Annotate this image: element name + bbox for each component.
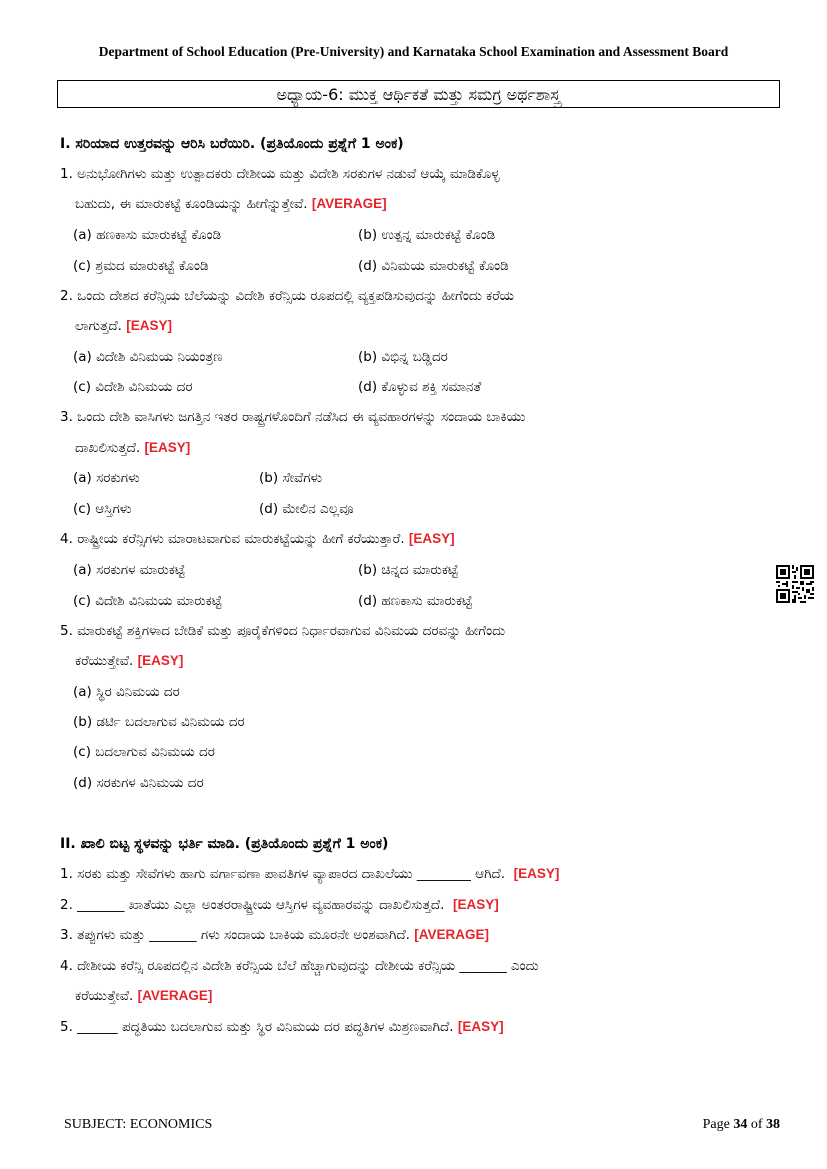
difficulty-tag: [EASY] — [452, 897, 499, 912]
option: (b) ಡರ್ಟಿ ಬದಲಾಗುವ ವಿನಿಮಯ ದರ — [73, 714, 245, 730]
chapter-title: ಅಧ್ಯಾಯ-6: ಮುಕ್ತ ಆರ್ಥಿಕತೆ ಮತ್ತು ಸಮಗ್ರ ಅರ್ಥಶಾಸ್ತ್ರ — [57, 80, 780, 108]
question-1-cont: ಬಹುದು, ಈ ಮಾರುಕಟ್ಟೆ ಕೂಂಡಿಯನ್ನು ಹೀಗೆನ್ನುತ್ತೇವೆ. [AVERAGE] — [75, 196, 387, 212]
question-2: 2. ಒಂದು ದೇಶದ ಕರೆನ್ಸಿಯ ಬೆಲೆಯನ್ನು ವಿದೇಶಿ ಕರೆನ್ಸಿಯ ರೂಪದಲ್ಲಿ ವ್ಯಕ್ತಪಡಿಸುವುದನ್ನು ಹೀಗೆಂದು ಕರೆಯ — [60, 288, 514, 304]
option: (b) ಚಿನ್ನದ ಮಾರುಕಟ್ಟೆ — [358, 562, 459, 578]
question-1: 1. ಅನುಭೋಗಿಗಳು ಮತ್ತು ಉತ್ಪಾದಕರು ದೇಶೀಯ ಮತ್ತು ವಿದೇಶಿ ಸರಕುಗಳ ನಡುವೆ ಆಯ್ಕೆ ಮಾಡಿಕೊಳ್ಳ — [60, 166, 500, 182]
fill-question-4: 4. ದೇಶೀಯ ಕರೆನ್ಸಿ ರೂಪದಲ್ಲಿನ ವಿದೇಶಿ ಕರೆನ್ಸಿಯ ಬೆಲೆ ಹೆಚ್ಚಾಗುವುದನ್ನು ದೇಶೀಯ ಕರೆನ್ಸಿಯ _______ ಎಂದು — [60, 958, 539, 974]
option: (d) ಹಣಕಾಸು ಮಾರುಕಟ್ಟೆ — [358, 593, 473, 609]
fill-question-1: 1. ಸರಕು ಮತ್ತು ಸೇವೆಗಳು ಹಾಗು ವರ್ಗಾವಣಾ ಪಾವತಿಗಳ ವ್ಯಾಪಾರದ ದಾಖಲೆಯು ________ ಆಗಿದೆ. [EASY] — [60, 866, 560, 882]
option: (d) ಮೇಲಿನ ಎಲ್ಲವೂ — [259, 501, 354, 517]
question-5-cont: ಕರೆಯುತ್ತೇವೆ. [EASY] — [75, 653, 184, 669]
option: (d) ಸರಕುಗಳ ವಿನಿಮಯ ದರ — [73, 775, 204, 791]
option: (d) ಕೊಳ್ಳುವ ಶಕ್ತಿ ಸಮಾನತೆ — [358, 379, 482, 395]
option: (a) ಸರಕುಗಳು — [73, 470, 140, 486]
option: (c) ವಿದೇಶಿ ವಿನಿಮಯ ದರ — [73, 379, 193, 395]
option: (c) ಆಸ್ತಿಗಳು — [73, 501, 132, 517]
option: (a) ವಿದೇಶಿ ವಿನಿಮಯ ನಿಯಂತ್ರಣ — [73, 349, 223, 365]
qr-code-icon — [776, 565, 814, 603]
question-5: 5. ಮಾರುಕಟ್ಟೆ ಶಕ್ತಿಗಳಾದ ಬೇಡಿಕೆ ಮತ್ತು ಪೂರೈಕೆಗಳಿಂದ ನಿರ್ಧಾರವಾಗುವ ವಿನಿಮಯ ದರವನ್ನು ಹೀಗೆಂದು — [60, 623, 506, 639]
option: (a) ಸ್ಥಿರ ವಿನಿಮಯ ದರ — [73, 684, 180, 700]
option: (a) ಸರಕುಗಳ ಮಾರುಕಟ್ಟೆ — [73, 562, 186, 578]
question-3-cont: ದಾಖಲಿಸುತ್ತದೆ. [EASY] — [75, 440, 191, 456]
board-header: Department of School Education (Pre-University) and Karnataka School Examination and Assessment Board — [98, 44, 729, 59]
section2-title: II. ಖಾಲಿ ಬಿಟ್ಟ ಸ್ಥಳವನ್ನು ಭರ್ತಿ ಮಾಡಿ. (ಪ್ರತಿಯೊಂದು ಪ್ರಶ್ನೆಗೆ 1 ಅಂಕ) — [60, 836, 389, 852]
difficulty-tag: [AVERAGE] — [414, 927, 490, 942]
difficulty-tag: [EASY] — [513, 866, 560, 881]
footer-page-number: Page 34 of 38 — [702, 1117, 780, 1132]
option: (b) ವಿಭಿನ್ನ ಬಡ್ಡಿದರ — [358, 349, 448, 365]
footer-subject: SUBJECT: ECONOMICS — [64, 1117, 213, 1132]
question-2-cont: ಲಾಗುತ್ತದೆ. [EASY] — [75, 318, 173, 334]
question-3: 3. ಒಂದು ದೇಶಿ ವಾಸಿಗಳು ಜಗತ್ತಿನ ಇತರ ರಾಷ್ಟ್ರಗಳೊಂದಿಗೆ ನಡೆಸಿದ ಈ ವ್ಯವಹಾರಗಳನ್ನು ಸಂದಾಯ ಬಾಕಿಯು — [60, 409, 526, 425]
section1-title: I. ಸರಿಯಾದ ಉತ್ತರವನ್ನು ಆರಿಸಿ ಬರೆಯಿರಿ. (ಪ್ರತಿಯೊಂದು ಪ್ರಶ್ನೆಗೆ 1 ಅಂಕ) — [60, 136, 404, 152]
option: (b) ಸೇವೆಗಳು — [259, 470, 323, 486]
difficulty-tag: [AVERAGE] — [311, 196, 387, 211]
option: (d) ವಿನಿಮಯ ಮಾರುಕಟ್ಟೆ ಕೊಂಡಿ — [358, 258, 509, 274]
option: (c) ವಿದೇಶಿ ವಿನಿಮಯ ಮಾರುಕಟ್ಟೆ — [73, 593, 223, 609]
difficulty-tag: [EASY] — [457, 1019, 504, 1034]
question-4: 4. ರಾಷ್ಟ್ರೀಯ ಕರೆನ್ಸಿಗಳು ಮಾರಾಟವಾಗುವ ಮಾರುಕಟ್ಟೆಯನ್ನು ಹೀಗೆ ಕರೆಯುತ್ತಾರೆ. [EASY] — [60, 531, 455, 547]
option: (c) ಶ್ರಮದ ಮಾರುಕಟ್ಟೆ ಕೊಂಡಿ — [73, 258, 209, 274]
difficulty-tag: [EASY] — [144, 440, 191, 455]
fill-question-2: 2. _______ ಖಾತೆಯು ಎಲ್ಲಾ ಅಂತರರಾಷ್ಟ್ರೀಯ ಆಸ್ತಿಗಳ ವ್ಯವಹಾರವನ್ನು ದಾಖಲಿಸುತ್ತದೆ. [EASY] — [60, 897, 499, 913]
option: (a) ಹಣಕಾಸು ಮಾರುಕಟ್ಟೆ ಕೊಂಡಿ — [73, 227, 222, 243]
difficulty-tag: [EASY] — [126, 318, 173, 333]
difficulty-tag: [EASY] — [137, 653, 184, 668]
difficulty-tag: [EASY] — [408, 531, 455, 546]
fill-question-5: 5. ______ ಪದ್ಧತಿಯು ಬದಲಾಗುವ ಮತ್ತು ಸ್ಥಿರ ವಿನಿಮಯ ದರ ಪದ್ಧತಿಗಳ ಮಿಶ್ರಣವಾಗಿದೆ. [EASY] — [60, 1019, 504, 1035]
fill-question-4-cont: ಕರೆಯುತ್ತೇವೆ. [AVERAGE] — [75, 988, 213, 1004]
fill-question-3: 3. ತಪ್ಪುಗಳು ಮತ್ತು _______ ಗಳು ಸಂದಾಯ ಬಾಕಿಯ ಮೂರನೇ ಅಂಶವಾಗಿದೆ. [AVERAGE] — [60, 927, 490, 943]
difficulty-tag: [AVERAGE] — [137, 988, 213, 1003]
option: (c) ಬದಲಾಗುವ ವಿನಿಮಯ ದರ — [73, 744, 215, 760]
option: (b) ಉತ್ಪನ್ನ ಮಾರುಕಟ್ಟೆ ಕೊಂಡಿ — [358, 227, 496, 243]
